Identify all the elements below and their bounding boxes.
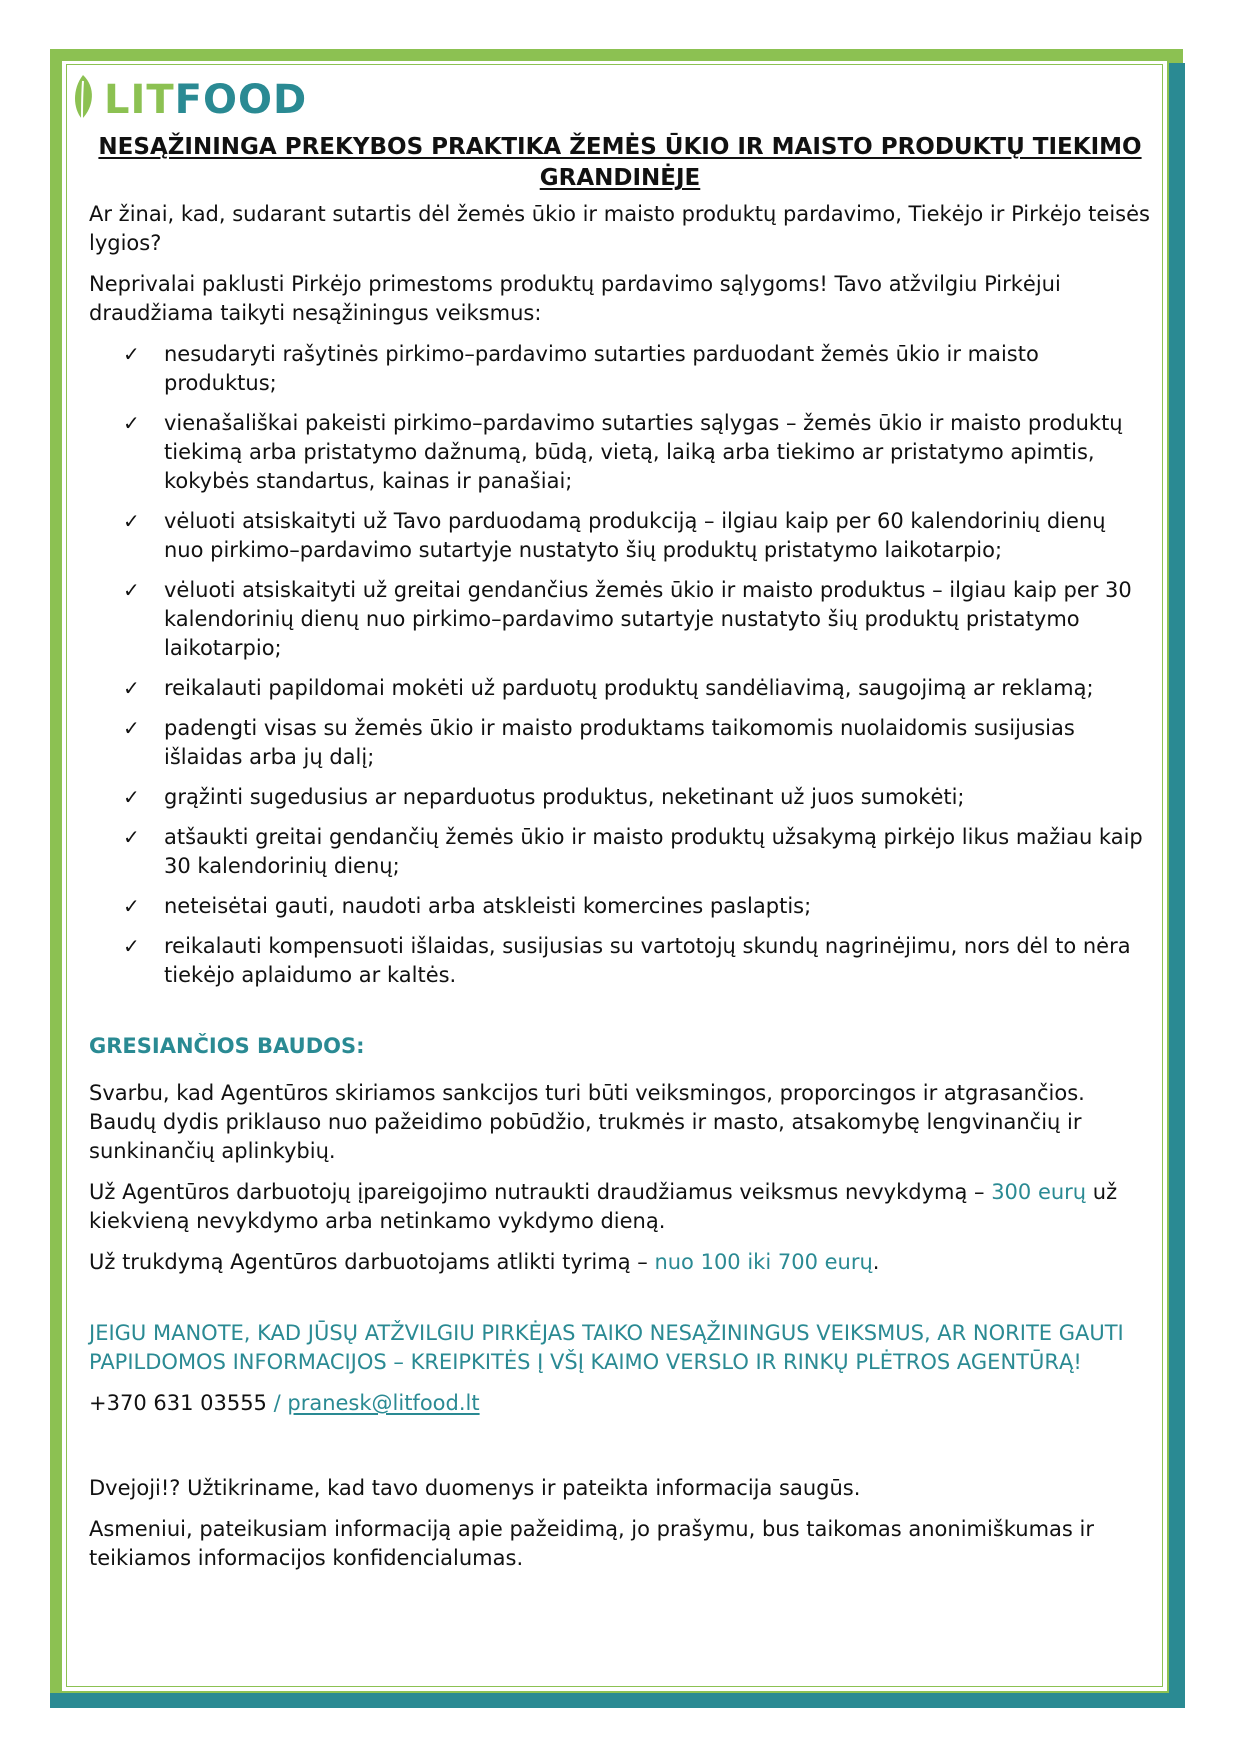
logo-lit: LIT <box>104 77 175 123</box>
list-item <box>89 932 1151 990</box>
list-item <box>89 674 1151 703</box>
fine-range-text-a: Už trukdymą Agentūros darbuotojams atlikti tyrimą – <box>89 1250 655 1274</box>
list-item <box>89 409 1151 496</box>
fine-range-text-b: . <box>872 1250 880 1274</box>
list-item-text: vėluoti atsiskaityti už Tavo parduodamą produkciją – ilgiau kaip per 60 kalendorinių dienų nuo pirkimo–pardavimo sutartyje nustatyto šių produktų pristatymo laikotarpio; <box>164 509 1106 562</box>
fine-300-text-a: Už Agentūros darbuotojų įpareigojimo nutraukti draudžiamus veiksmus nevykdymą – <box>89 1180 992 1204</box>
list-item <box>89 714 1151 772</box>
list-item-text: grąžinti sugedusius ar neparduotus produktus, neketinant už juos sumokėti; <box>164 785 965 809</box>
list-item <box>89 507 1151 565</box>
list-item-text: reikalauti kompensuoti išlaidas, susijusias su vartotojų skundų nagrinėjimu, nors dėl to nėra tiekėjo aplaidumo ar kaltės. <box>164 934 1131 987</box>
checkmark-icon: ✓ <box>123 676 140 700</box>
page-title: NESĄŽININGA PREKYBOS PRAKTIKA ŽEMĖS ŪKIO IR MAISTO PRODUKTŲ TIEKIMO GRANDINĖJE <box>98 134 1142 191</box>
lead-paragraph: Neprivalai paklusti Pirkėjo primestoms produktų pardavimo sąlygoms! Tavo atžvilgiu Pirkėjui draudžiama taikyti nesąžiningus veiksmus: <box>89 272 1061 325</box>
checkmark-icon: ✓ <box>123 894 140 918</box>
fines-paragraph: Svarbu, kad Agentūros skiriamos sankcijos turi būti veiksmingos, proporcingos ir atgrasančios. Baudų dydis priklauso nuo pažeidimo pobūdžio, trukmės ir masto, atsakomybę lengvinančių ir sunkinančių aplinkybių. <box>89 1081 1085 1163</box>
list-item-text: neteisėtai gauti, naudoti arba atskleisti komercines paslaptis; <box>164 894 812 918</box>
contact-notice: JEIGU MANOTE, KAD JŪSŲ ATŽVILGIU PIRKĖJAS TAIKO NESĄŽININGUS VEIKSMUS, AR NORITE GAUTI PAPILDOMOS INFORMACIJOS – KREIPKITĖS Į VŠĮ KAIMO VERSLO IR RINKŲ PLĖTROS AGENTŪRĄ! <box>89 1321 1124 1374</box>
list-item-text: reikalauti papildomai mokėti už parduotų produktų sandėliavimą, saugojimą ar reklamą; <box>164 676 1094 700</box>
checkmark-icon: ✓ <box>123 825 140 849</box>
leaf-icon <box>70 73 96 127</box>
fine-300-amount: 300 eurų <box>991 1180 1087 1204</box>
logo-wordmark <box>104 77 308 123</box>
privacy-paragraph-1: Dvejoji!? Užtikriname, kad tavo duomenys ir pateikta informacija saugūs. <box>89 1476 861 1500</box>
list-item-text: nesudaryti rašytinės pirkimo–pardavimo sutarties parduodant žemės ūkio ir maisto produktus; <box>164 342 1039 395</box>
litfood-logo <box>70 72 307 128</box>
list-item <box>89 340 1151 398</box>
logo-food: FOOD <box>174 77 308 123</box>
contact-separator: / <box>266 1391 288 1415</box>
page-frame-teal-right <box>1169 63 1185 1708</box>
contact-phone[interactable]: +370 631 03555 <box>89 1391 267 1415</box>
fine-range-paragraph <box>89 1248 1151 1277</box>
fine-300-paragraph <box>89 1178 1151 1236</box>
contact-line <box>89 1389 1151 1418</box>
list-item <box>89 823 1151 881</box>
prohibited-actions-list <box>89 340 1151 990</box>
checkmark-icon: ✓ <box>123 785 140 809</box>
checkmark-icon: ✓ <box>123 716 140 740</box>
fines-heading: GRESIANČIOS BAUDOS: <box>89 1034 365 1058</box>
intro-paragraph: Ar žinai, kad, sudarant sutartis dėl žemės ūkio ir maisto produktų pardavimo, Tiekėjo ir Pirkėjo teisės lygios? <box>89 202 1150 255</box>
contact-email-link[interactable]: pranesk@litfood.lt <box>287 1391 480 1415</box>
checkmark-icon: ✓ <box>123 411 140 435</box>
list-item <box>89 576 1151 663</box>
checkmark-icon: ✓ <box>123 578 140 602</box>
page-frame-teal-bottom <box>50 1693 1185 1708</box>
list-item <box>89 783 1151 812</box>
document-content <box>89 132 1151 1585</box>
list-item-text: padengti visas su žemės ūkio ir maisto produktams taikomomis nuolaidomis susijusias išlaidas arba jų dalį; <box>164 716 1075 769</box>
fine-range-amount: nuo 100 iki 700 eurų <box>654 1250 873 1274</box>
privacy-paragraph-2: Asmeniui, pateikusiam informaciją apie pažeidimą, jo prašymu, bus taikomas anonimiškumas ir teikiamos informacijos konfidencialumas. <box>89 1517 1094 1570</box>
list-item-text: vienašališkai pakeisti pirkimo–pardavimo sutarties sąlygas – žemės ūkio ir maisto produktų tiekimą arba pristatymo dažnumą, būdą, vietą, laiką arba tiekimo ar pristatymo apimtis, kokybės standartus, kainas ir panašiai; <box>164 411 1123 493</box>
checkmark-icon: ✓ <box>123 509 140 533</box>
list-item-text: vėluoti atsiskaityti už greitai gendančius žemės ūkio ir maisto produktus – ilgiau kaip per 30 kalendorinių dienų nuo pirkimo–pardavimo sutartyje nustatyto šių produktų pristatymo laikotarpio; <box>164 578 1132 660</box>
list-item-text: atšaukti greitai gendančių žemės ūkio ir maisto produktų užsakymą pirkėjo likus mažiau kaip 30 kalendorinių dienų; <box>164 825 1143 878</box>
fine-300-text-b: už kiekvieną nevykdymo arba netinkamo vykdymo dieną. <box>89 1180 1118 1233</box>
checkmark-icon: ✓ <box>123 342 140 366</box>
list-item <box>89 892 1151 921</box>
checkmark-icon: ✓ <box>123 934 140 958</box>
